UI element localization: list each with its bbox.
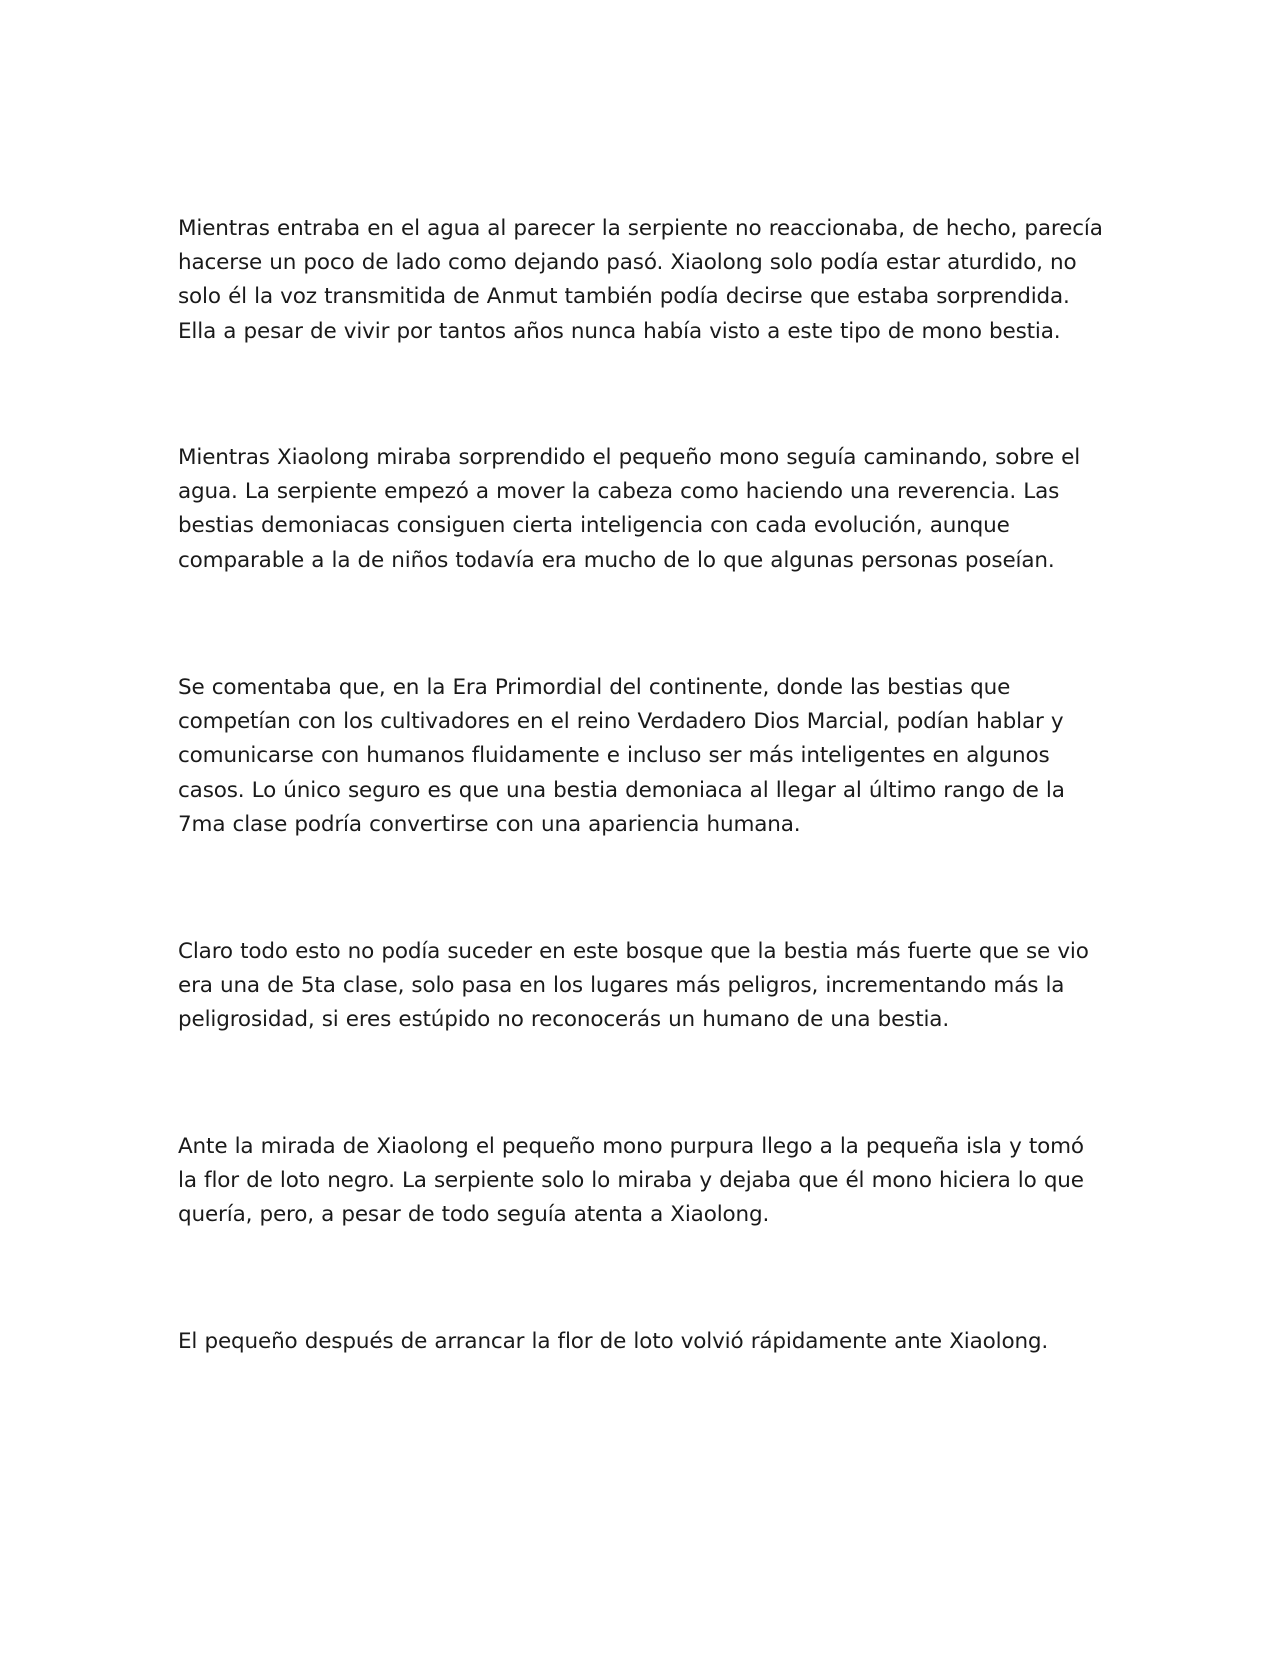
paragraph-5: Ante la mirada de Xiaolong el pequeño mono purpura llego a la pequeña isla y tomó la flor de loto negro. La serpiente solo lo miraba y dejaba que él mono hiciera lo que quería, pero, a pesar de todo seguía atenta a Xiaolong.: [178, 1134, 1084, 1228]
paragraph-3: Se comentaba que, en la Era Primordial del continente, donde las bestias que competían con los cultivadores en el reino Verdadero Dios Marcial, podían hablar y comunicarse con humanos fluidamente e incluso ser más inteligentes en algunos casos. Lo único seguro es que una bestia demoniaca al llegar al último rango de la 7ma clase podría convertirse con una apariencia humana.: [178, 675, 1065, 837]
paragraph-2: Mientras Xiaolong miraba sorprendido el pequeño mono seguía caminando, sobre el agua. La serpiente empezó a mover la cabeza como haciendo una reverencia. Las bestias demoniacas consiguen cierta inteligencia con cada evolución, aunque comparable a la de niños todavía era mucho de lo que algunas personas poseían.: [178, 445, 1081, 573]
paragraph-4: Claro todo esto no podía suceder en este bosque que la bestia más fuerte que se vio era una de 5ta clase, solo pasa en los lugares más peligros, incrementando más la peligrosidad, si eres estúpido no reconocerás un humano de una bestia.: [178, 939, 1089, 1033]
paragraph-1: Mientras entraba en el agua al parecer la serpiente no reaccionaba, de hecho, parecía hacerse un poco de lado como dejando pasó. Xiaolong solo podía estar aturdido, no solo él la voz transmitida de Anmut también podía decirse que estaba sorprendida. Ella a pesar de vivir por tantos años nunca había visto a este tipo de mono bestia.: [178, 216, 1103, 344]
paragraph-6: El pequeño después de arrancar la flor de loto volvió rápidamente ante Xiaolong.: [178, 1329, 1049, 1354]
